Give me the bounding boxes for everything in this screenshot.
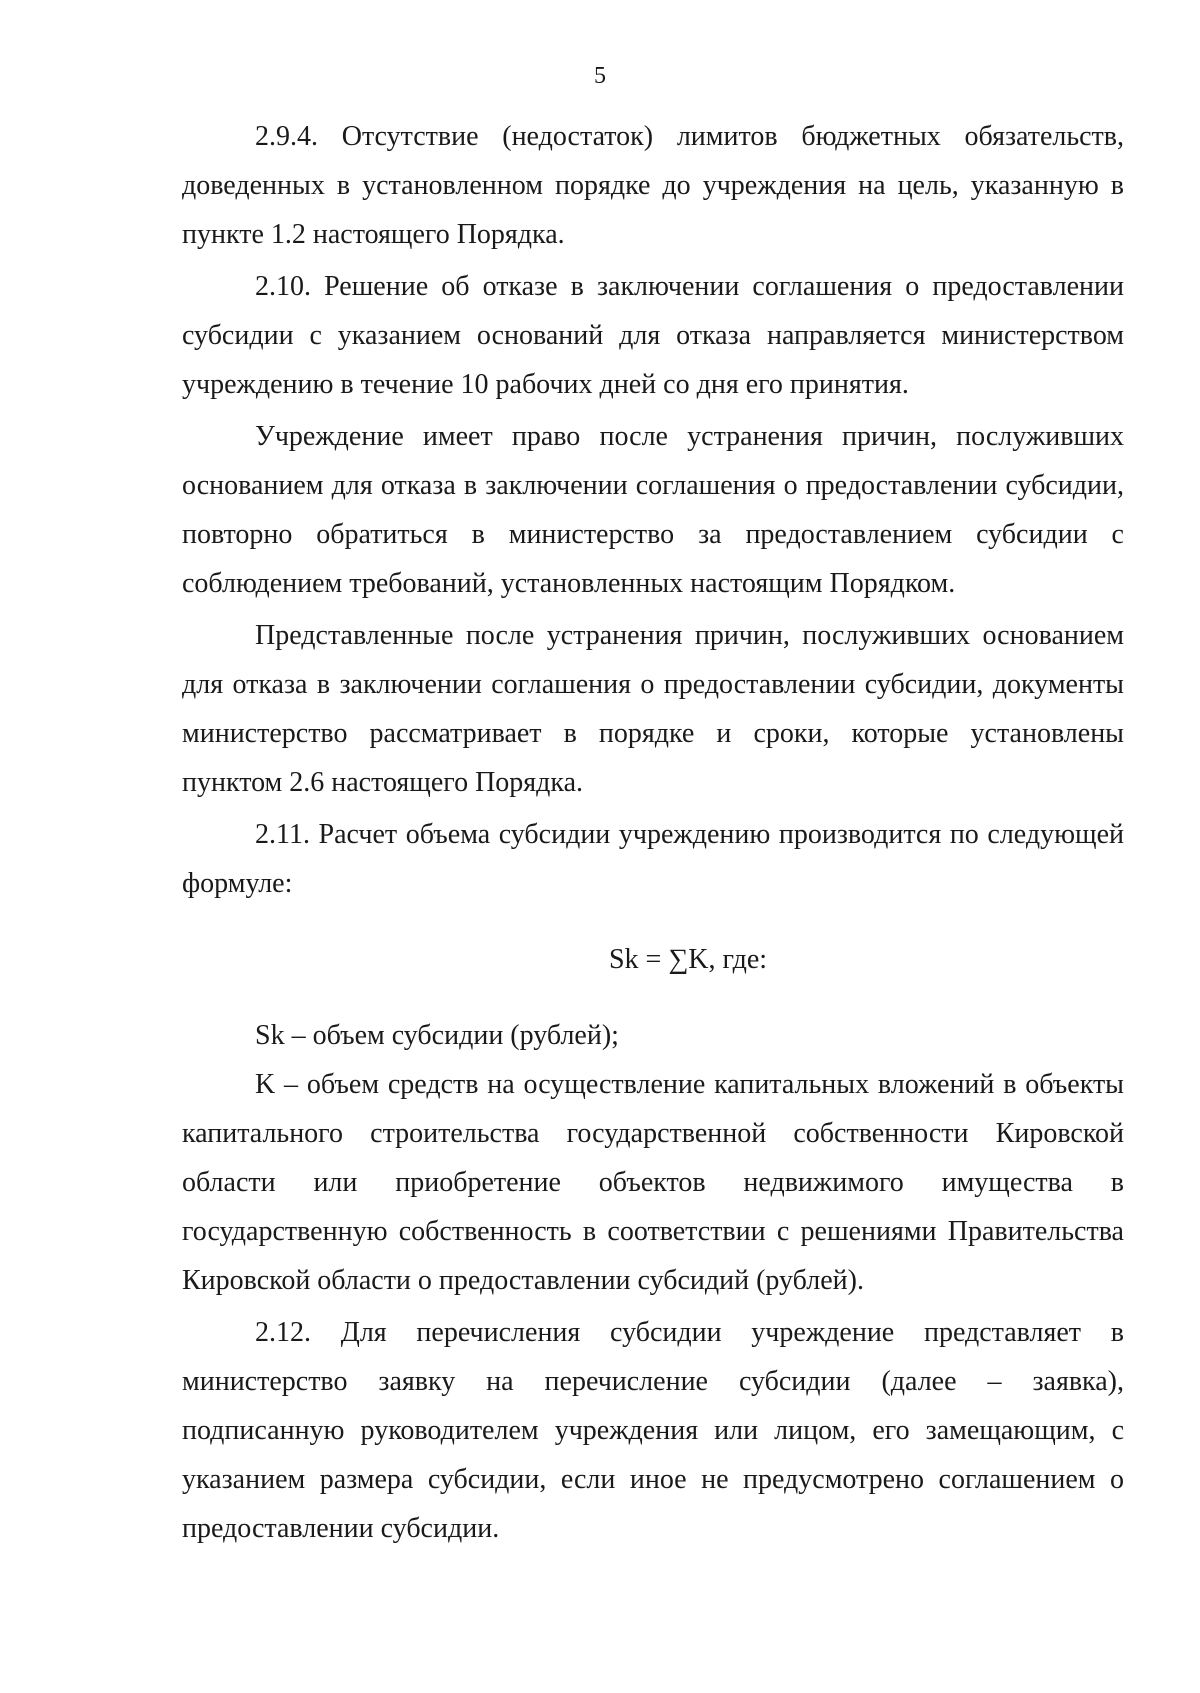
paragraph-2-9-4: 2.9.4. Отсутствие (недостаток) лимитов бюджетных обязательств, доведенных в установленном порядке до учреждения на цель, указанную в пункте 1.2 настоящего Порядка. [182,121,1124,250]
paragraph-2-11: 2.11. Расчет объема субсидии учреждению производится по следующей формуле: [182,819,1124,899]
paragraph-resubmission-right: Учреждение имеет право после устранения причин, послуживших основанием для отказа в заключении соглашения о предоставлении субсидии, повторно обратиться в министерство за предоставлением субсидии с соблюдением требований, установленных настоящим Порядком. [182,421,1124,599]
definition-sk: Sk – объем субсидии (рублей); [255,1020,619,1051]
paragraph-2-12: 2.12. Для перечисления субсидии учреждение представляет в министерство заявку на перечисление субсидии (далее – заявка), подписанную руководителем учреждения или лицом, его замещающим, с указанием размера субсидии, если иное не предусмотрено соглашением о предоставлении субсидии. [182,1317,1124,1544]
paragraph-2-10: 2.10. Решение об отказе в заключении соглашения о предоставлении субсидии с указанием оснований для отказа направляется министерством учреждению в течение 10 рабочих дней со дня его принятия. [182,271,1124,400]
page-number: 5 [594,63,606,89]
definition-k: K – объем средств на осуществление капитальных вложений в объекты капитального строительства государственной собственности Кировской области или приобретение объектов недвижимого имущества в государственную собственность в соответствии с решениями Правительства Кировской области о предоставлении субсидий (рублей). [182,1069,1124,1296]
subsidy-formula: Sk = ∑K, где: [608,944,768,975]
document-body [182,112,1124,1553]
paragraph-resubmitted-documents: Представленные после устранения причин, послуживших основанием для отказа в заключении соглашения о предоставлении субсидии, документы министерство рассматривает в порядке и сроки, которые установлены пунктом 2.6 настоящего Порядка. [182,620,1124,798]
